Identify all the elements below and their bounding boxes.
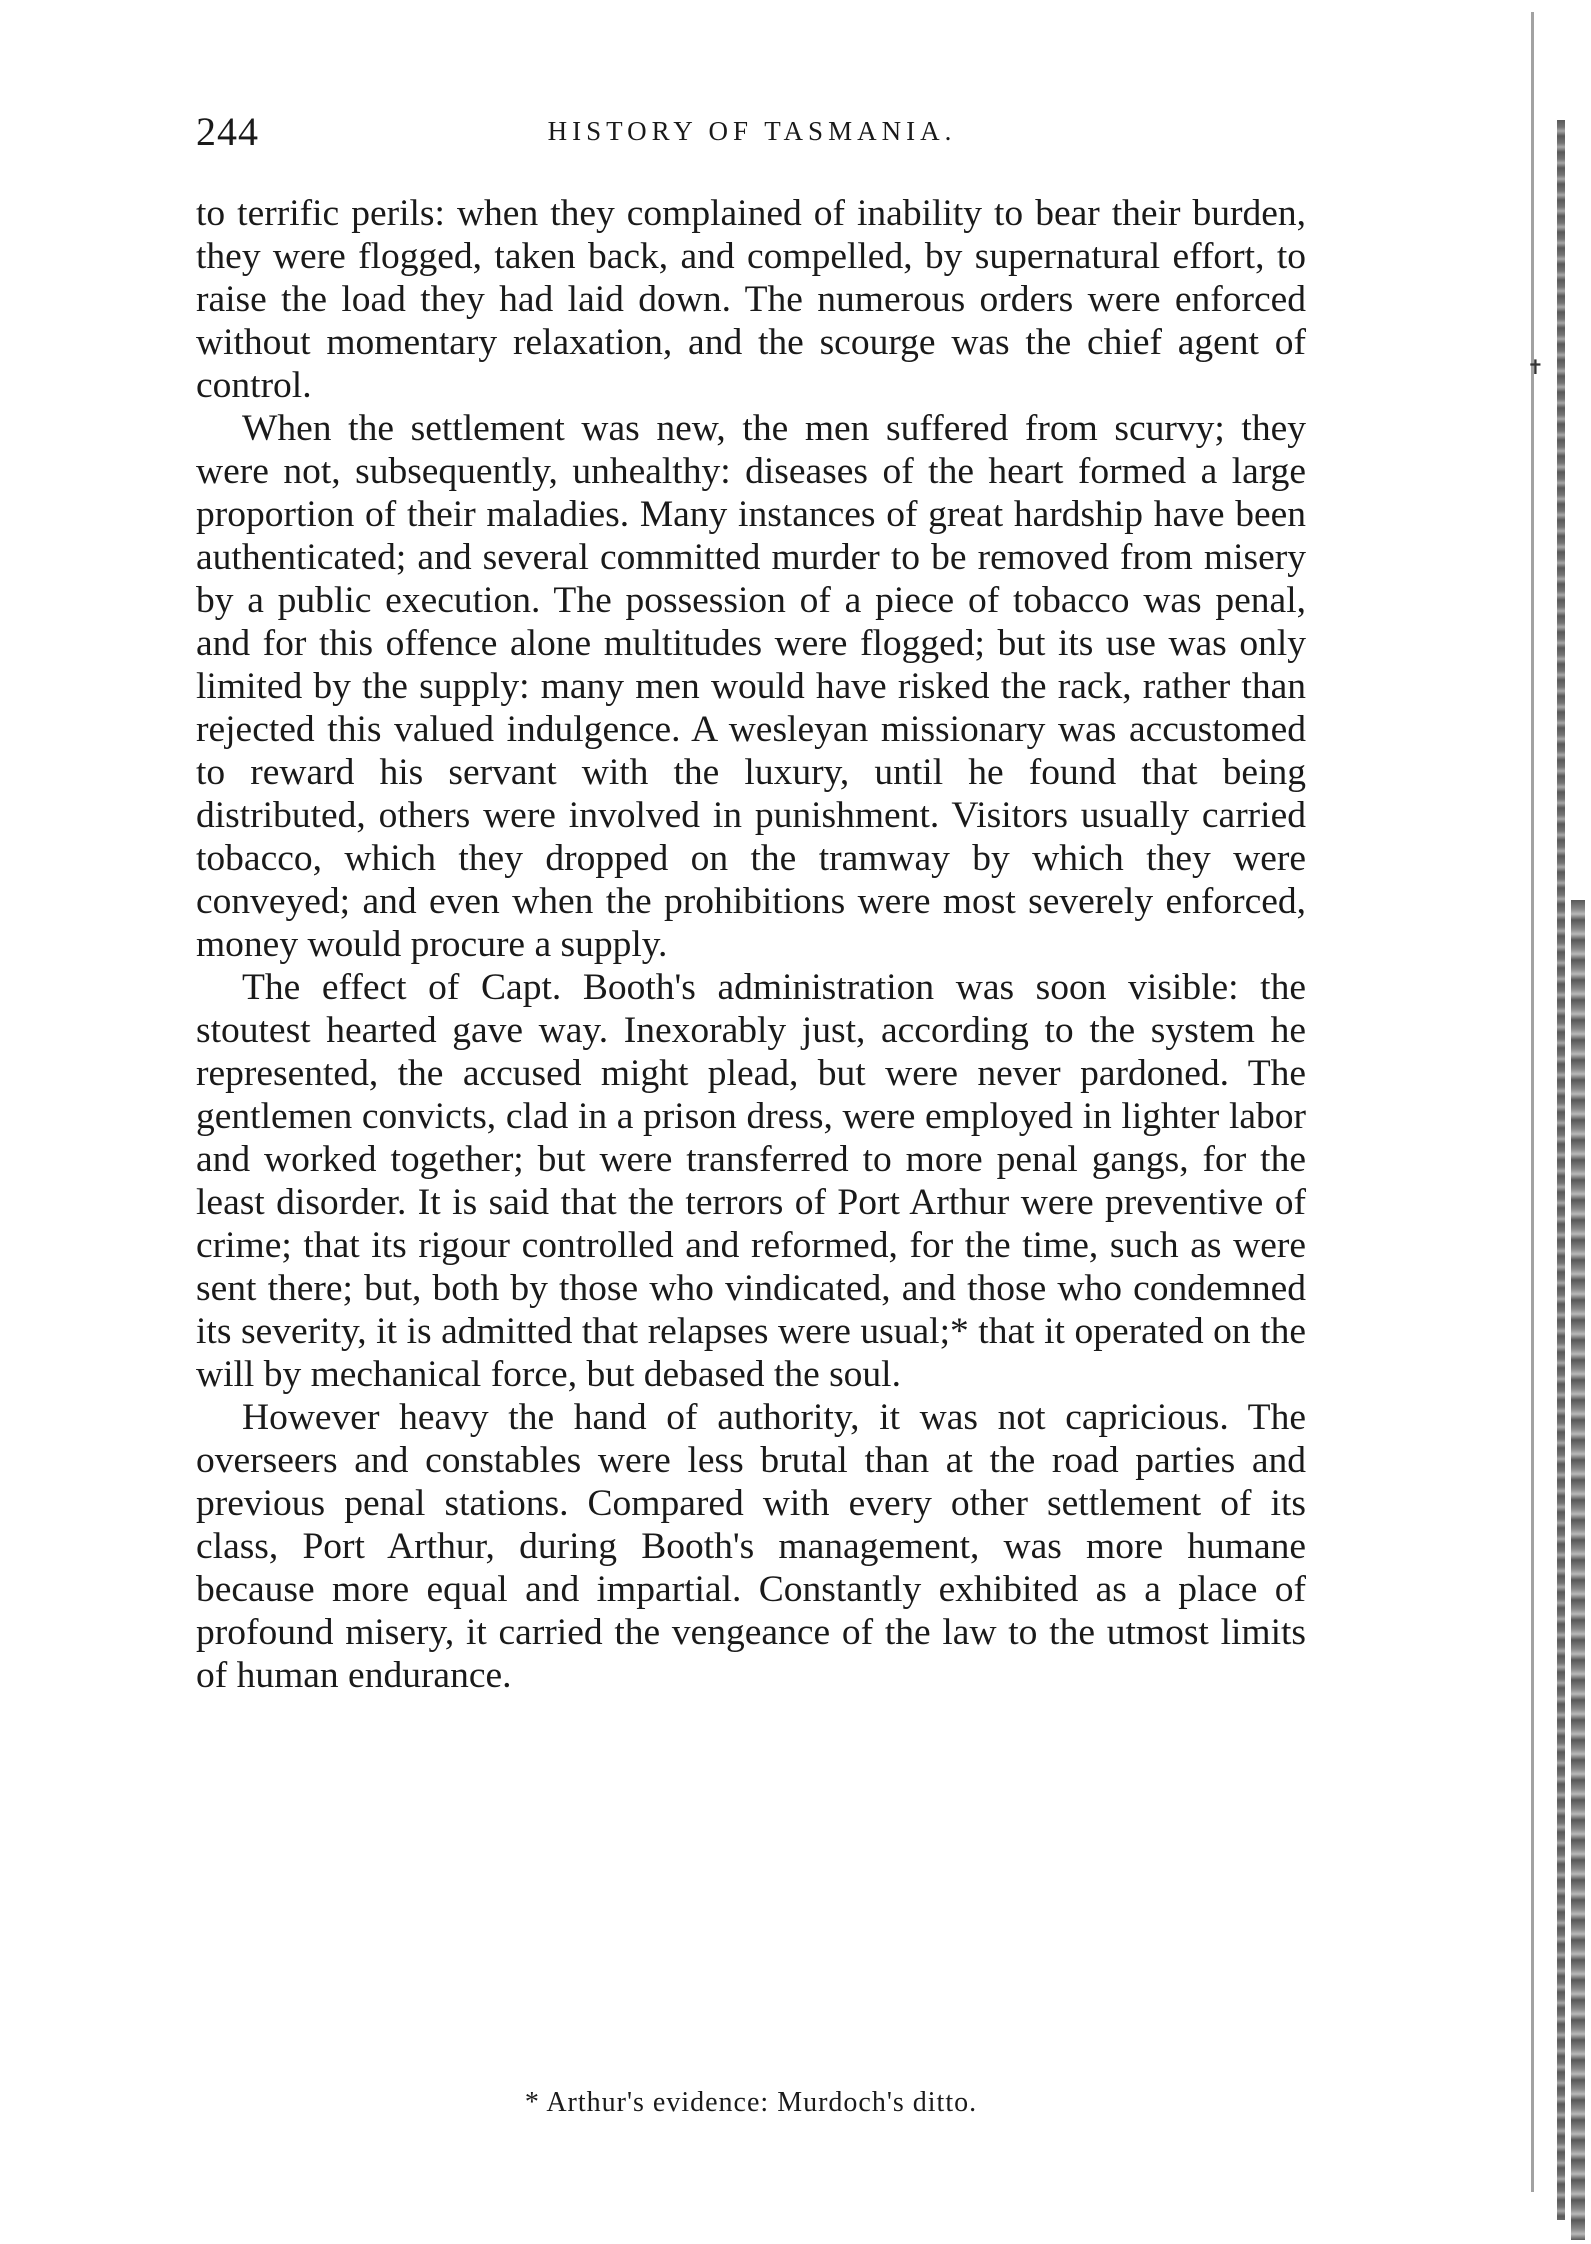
scan-speck: ✝	[1527, 357, 1544, 379]
paragraph-4: However heavy the hand of authority, it was not capricious. The overseers and constables were less brutal than at the road parties and previous penal stations. Compared with every other settlement of its class, Port Arthur, during Booth's management, was more humane because more equal and impartial. Constantly exhibited as a place of profound misery, it carried the vengeance of the law to the utmost limits of human endurance.	[196, 1397, 1306, 1696]
body-text	[196, 192, 1306, 1697]
running-head: HISTORY OF TASMANIA.	[547, 116, 957, 146]
page-number: 244	[196, 109, 259, 154]
paragraph-1: to terrific perils: when they complained of inability to bear their burden, they were flogged, taken back, and compelled, by supernatural effort, to raise the load they had laid down. The numerous orders were enforced without momentary relaxation, and the scourge was the chief agent of control.	[196, 193, 1306, 406]
binding-shadow	[1531, 0, 1591, 2244]
binding-spine-texture	[1571, 900, 1585, 2240]
paragraph-2: When the settlement was new, the men suffered from scurvy; they were not, subsequently, unhealthy: diseases of the heart formed a large proportion of their maladies. Many instances of great hardship have been authenticated; and several committed murder to be removed from misery by a public execution. The possession of a piece of tobacco was penal, and for this offence alone multitudes were flogged; but its use was only limited by the supply: many men would have risked the rack, rather than rejected this valued indulgence. A wesleyan missionary was accustomed to reward his servant with the luxury, until he found that being distributed, others were involved in punishment. Visitors usually carried tobacco, which they dropped on the tramway by which they were conveyed; and even when the prohibitions were most severely enforced, money would procure a supply.	[196, 408, 1306, 965]
paragraph-3: The effect of Capt. Booth's administration was soon visible: the stoutest hearted gave way. Inexorably just, according to the system he represented, the accused might plead, but were never pardoned. The gentlemen convicts, clad in a prison dress, were employed in lighter labor and worked together; but were transferred to more penal gangs, for the least disorder. It is said that the terrors of Port Arthur were preventive of crime; that its rigour controlled and reformed, for the time, such as were sent there; but, both by those who vindicated, and those who condemned its severity, it is admitted that relapses were usual;* that it operated on the will by mechanical force, but debased the soul.	[196, 967, 1306, 1395]
binding-gutter-texture	[1557, 120, 1565, 2220]
binding-edge-line	[1531, 12, 1534, 2192]
footnote: * Arthur's evidence: Murdoch's ditto.	[524, 2087, 978, 2118]
page-header	[196, 108, 1308, 158]
